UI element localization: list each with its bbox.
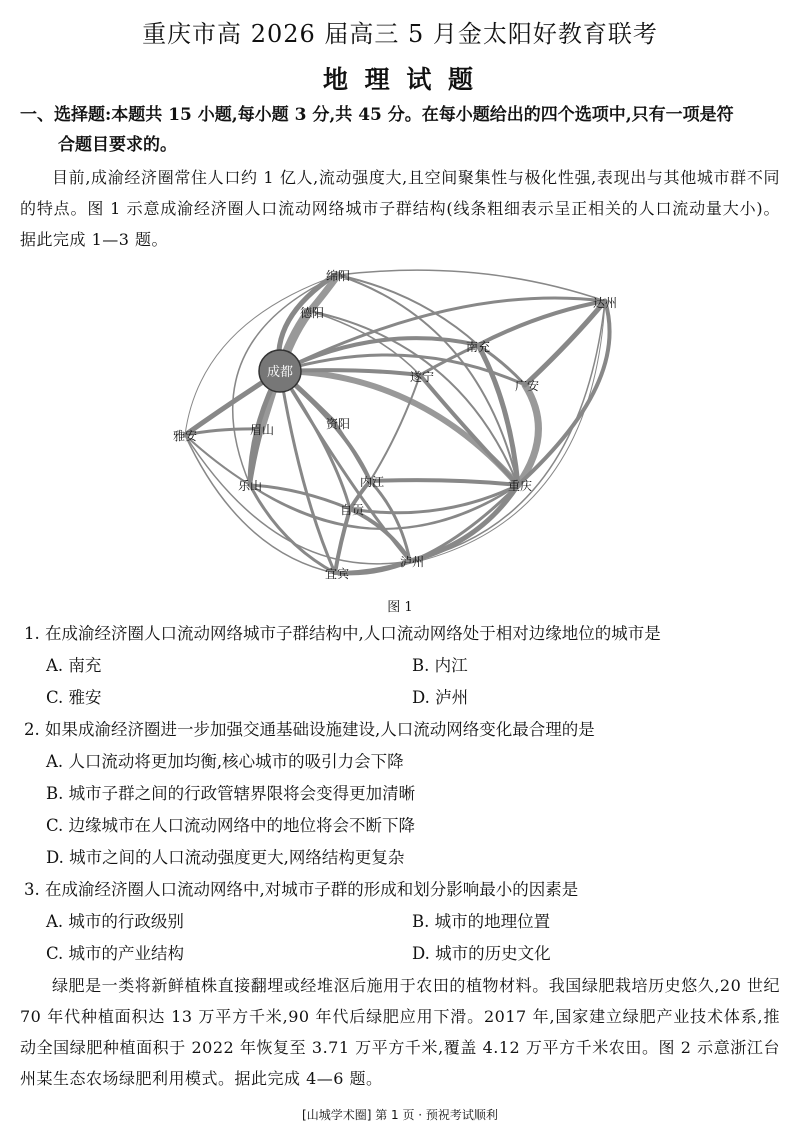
passage-1: 目前,成渝经济圈常住人口约 1 亿人,流动强度大,且空间聚集性与极化性强,表现出与其他城市群不同的特点。图 1 示意成渝经济圈人口流动网络城市子群结构(线条粗细表示呈正相关的人口流动量大小)。据此完成 1—3 题。 xyxy=(20,168,780,249)
label-yaan: 雅安 xyxy=(172,429,198,443)
link-dazhou-guangan xyxy=(525,301,605,385)
link-ziyang-neijiang xyxy=(335,423,370,481)
label-chengdu: 成都 xyxy=(266,365,294,380)
link-chengdu-yibin xyxy=(280,371,335,573)
link-zigong-yibin xyxy=(335,509,350,573)
section-instructions xyxy=(20,100,780,160)
figure-1-network-diagram xyxy=(160,263,630,593)
exam-title: 重庆市高 2026 届高三 5 月金太阳好教育联考 xyxy=(142,20,658,48)
label-guangan: 广安 xyxy=(514,379,540,393)
question-3-option-d[interactable]: D. 城市的历史文化 xyxy=(412,944,551,963)
question-1-option-c[interactable]: C. 雅安 xyxy=(46,688,102,707)
question-1-option-d[interactable]: D. 泸州 xyxy=(412,688,469,707)
network-links xyxy=(185,270,610,574)
label-dazhou: 达州 xyxy=(592,296,618,310)
section-instructions-line2: 合题目要求的。 xyxy=(58,135,177,155)
label-nanchong: 南充 xyxy=(465,340,491,354)
link-chengdu-zigong xyxy=(280,371,350,509)
question-3-option-a[interactable]: A. 城市的行政级别 xyxy=(46,912,184,931)
link-chongqing-luzhou xyxy=(410,485,518,561)
label-neijiang: 内江 xyxy=(359,475,385,489)
question-2-option-c[interactable]: C. 边缘城市在人口流动网络中的地位将会不断下降 xyxy=(46,816,416,835)
question-1-option-b[interactable]: B. 内江 xyxy=(412,656,468,675)
page-footer: [山城学术圈] 第 1 页 · 预祝考试顺利 xyxy=(302,1108,498,1122)
link-chongqing-neijiang xyxy=(370,480,518,485)
question-2-stem: 2. 如果成渝经济圈进一步加强交通基础设施建设,人口流动网络变化最合理的是 xyxy=(24,720,595,739)
label-yibin: 宜宾 xyxy=(324,567,350,581)
link-chongqing-suining xyxy=(420,375,518,485)
label-leshan: 乐山 xyxy=(237,479,263,493)
label-chongqing: 重庆 xyxy=(507,479,533,493)
passage-2: 绿肥是一类将新鲜植株直接翻埋或经堆沤后施用于农田的植物材料。我国绿肥栽培历史悠久,20 世纪 70 年代种植面积达 13 万平方千米,90 年代后绿肥应用下滑。2017 年,国家建立绿肥产业技术体系,推动全国绿肥种植面积于 2022 年恢复至 3.71 万平方千米,覆盖 4.12 万平方千米农田。图 2 示意浙江台州某生态农场绿肥利用模式。据此完成 4—6 题。 xyxy=(20,976,780,1088)
question-2-option-a[interactable]: A. 人口流动将更加均衡,核心城市的吸引力会下降 xyxy=(46,752,404,771)
label-mianyang: 绵阳 xyxy=(325,269,351,283)
link-leshan-zigong xyxy=(250,485,350,509)
label-meishan: 眉山 xyxy=(249,423,275,437)
label-zigong: 自贡 xyxy=(339,503,365,517)
label-luzhou: 泸州 xyxy=(399,555,425,569)
question-1-option-a[interactable]: A. 南充 xyxy=(46,656,102,675)
section-instructions-line1: 一、选择题:本题共 15 小题,每小题 3 分,共 45 分。在每小题给出的四个选项中,只有一项是符 xyxy=(20,105,734,125)
question-3-option-b[interactable]: B. 城市的地理位置 xyxy=(412,912,551,931)
label-suining: 遂宁 xyxy=(409,370,435,384)
question-3-option-c[interactable]: C. 城市的产业结构 xyxy=(46,944,185,963)
question-3-stem: 3. 在成渝经济圈人口流动网络中,对城市子群的形成和划分影响最小的因素是 xyxy=(24,880,579,899)
question-1-stem: 1. 在成渝经济圈人口流动网络城市子群结构中,人口流动网络处于相对边缘地位的城市是 xyxy=(24,624,661,643)
subject-title: 地 理 试 题 xyxy=(322,65,478,94)
figure-1-caption: 图 1 xyxy=(387,600,413,615)
label-ziyang: 资阳 xyxy=(325,417,351,431)
question-2-option-d[interactable]: D. 城市之间的人口流动强度更大,网络结构更复杂 xyxy=(46,848,405,867)
label-deyang: 德阳 xyxy=(299,306,325,320)
question-2-option-b[interactable]: B. 城市子群之间的行政管辖界限将会变得更加清晰 xyxy=(46,784,416,803)
